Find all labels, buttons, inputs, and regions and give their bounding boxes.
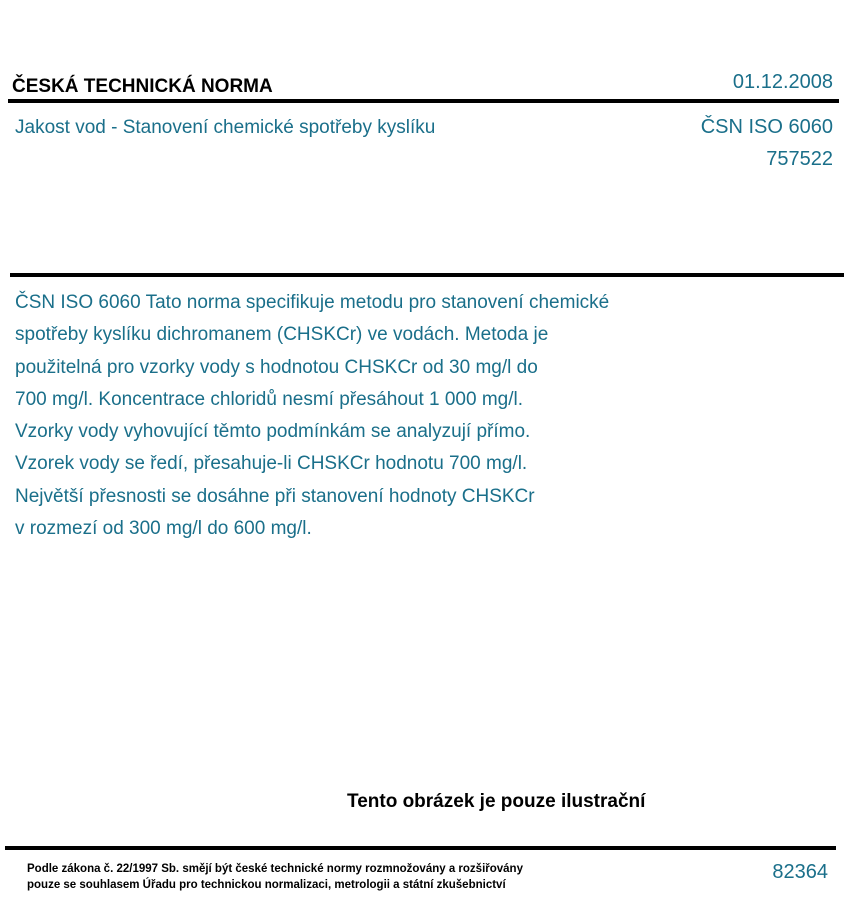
abstract-text: [15, 287, 715, 545]
catalog-number: 757522: [766, 148, 833, 170]
abstract-line: Vzorky vody vyhovující těmto podmínkám se analyzují přímo.: [15, 421, 531, 443]
abstract-line: Největší přesnosti se dosáhne při stanovení hodnoty CHSKCr: [15, 485, 535, 507]
abstract-line: spotřeby kyslíku dichromanem (CHSKCr) ve vodách. Metoda je: [15, 324, 549, 346]
norm-heading: ČESKÁ TECHNICKÁ NORMA: [12, 76, 273, 97]
standard-number: ČSN ISO 6060: [700, 116, 833, 138]
section-divider: [10, 273, 844, 277]
issue-date: 01.12.2008: [732, 71, 833, 93]
illustration-notice: Tento obrázek je pouze ilustrační: [347, 791, 646, 812]
legal-notice-line: Podle zákona č. 22/1997 Sb. smějí být české technické normy rozmnožovány a rozšiřovány: [27, 863, 523, 875]
document-id: 82364: [772, 861, 828, 883]
footer-divider: [5, 846, 836, 850]
abstract-line: 700 mg/l. Koncentrace chloridů nesmí přesáhout 1 000 mg/l.: [15, 388, 524, 410]
abstract-line: Vzorek vody se ředí, přesahuje-li CHSKCr hodnotu 700 mg/l.: [15, 453, 528, 475]
legal-notice: [27, 862, 523, 893]
legal-notice-line: pouze se souhlasem Úřadu pro technickou normalizaci, metrologii a státní zkušebnictví: [27, 878, 506, 891]
abstract-line: v rozmezí od 300 mg/l do 600 mg/l.: [15, 518, 312, 540]
abstract-line: ČSN ISO 6060 Tato norma specifikuje metodu pro stanovení chemické: [15, 292, 610, 313]
header-divider: [8, 99, 839, 103]
document-title: Jakost vod - Stanovení chemické spotřeby kyslíku: [15, 117, 436, 138]
abstract-line: použitelná pro vzorky vody s hodnotou CHSKCr od 30 mg/l do: [15, 356, 538, 378]
